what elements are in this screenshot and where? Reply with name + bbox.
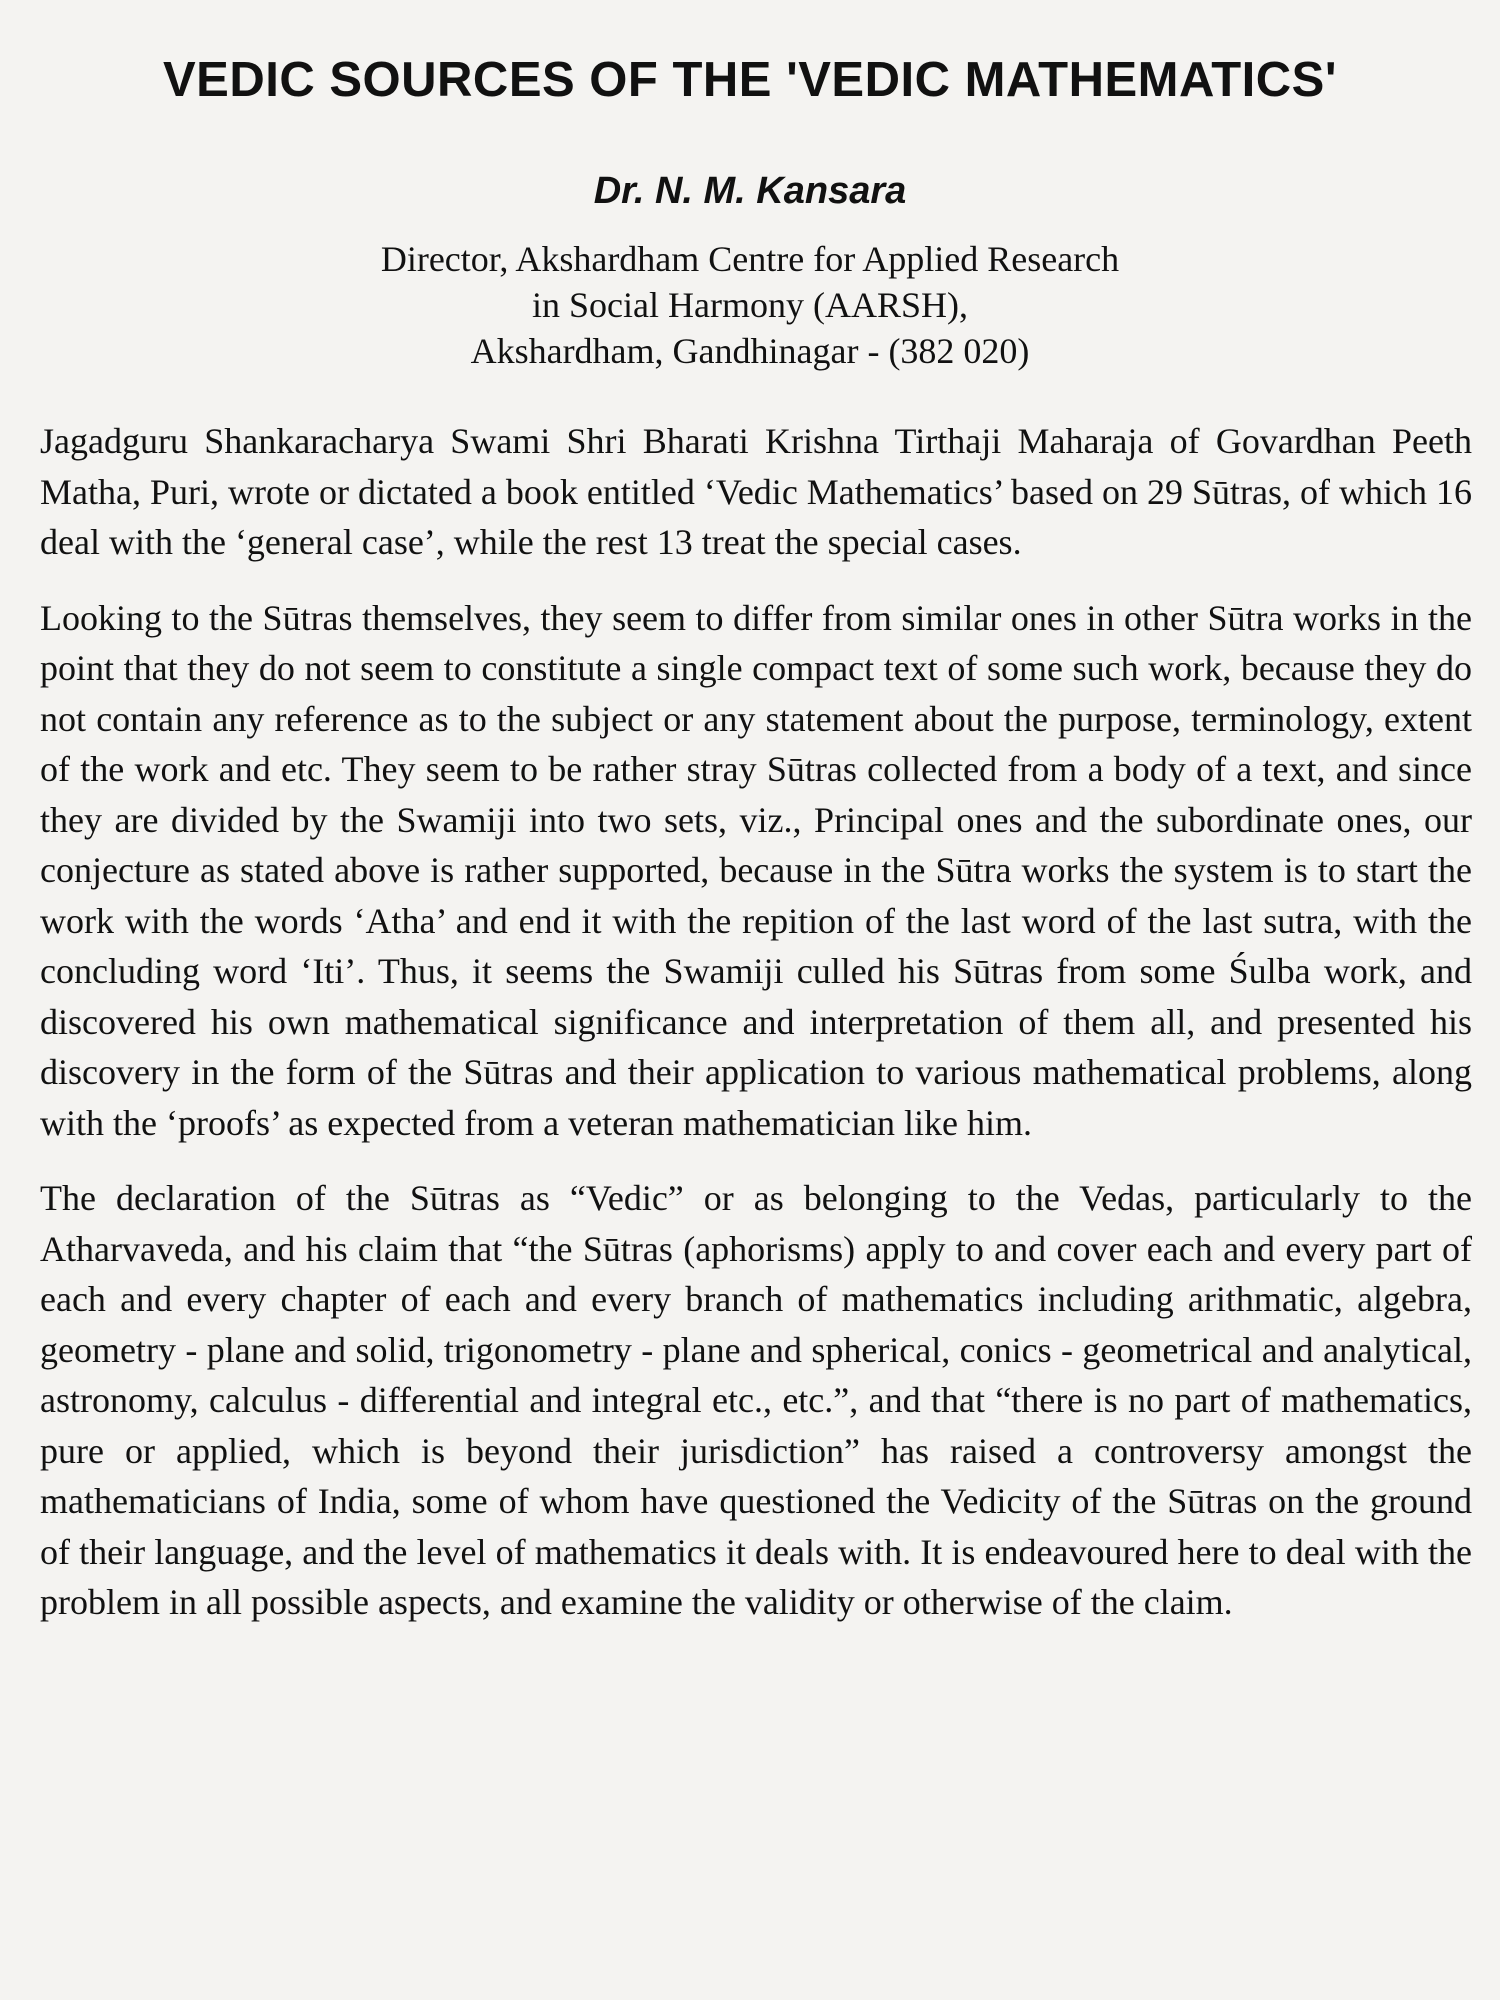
author-affiliation-line-1: Director, Akshardham Centre for Applied Research [380,239,1120,279]
paragraph-intro: Jagadguru Shankaracharya Swami Shri Bharati Krishna Tirthaji Maharaja of Govardhan Peeth Matha, Puri, wrote or dictated a book entitled ‘Vedic Mathematics’ based on 29 Sūtras, of which 16 deal with the ‘general case’, while the rest 13 treat the special cases. [40,421,1472,562]
author-affiliation-line-2: in Social Harmony (AARSH), [532,285,968,325]
article-body [40,416,1472,1628]
author-name: Dr. N. M. Kansara [593,170,907,212]
author-affiliation-line-3: Akshardham, Gandhinagar - (382 020) [470,331,1030,371]
paragraph-sutras: Looking to the Sūtras themselves, they seem to differ from similar ones in other Sūtra works in the point that they do not seem to constitute a single compact text of some such work, because they do not contain any reference as to the subject or any statement about the purpose, terminology, extent of the work and etc. They seem to be rather stray Sūtras collected from a body of a text, and since they are divided by the Swamiji into two sets, viz., Principal ones and the subordinate ones, our conjecture as stated above is rather supported, because in the Sūtra works the system is to start the work with the words ‘Atha’ and end it with the repition of the last word of the last sutra, with the concluding word ‘Iti’. Thus, it seems the Swamiji culled his Sūtras from some Śulba work, and discovered his own mathematical significance and interpretation of them all, and presented his discovery in the form of the Sūtras and their application to various mathematical problems, along with the ‘proofs’ as expected from a veteran mathematician like him. [40,597,1472,1143]
paragraph-declaration: The declaration of the Sūtras as “Vedic” or as belonging to the Vedas, particularly to the Atharvaveda, and his claim that “the Sūtras (aphorisms) apply to and cover each and every part of each and every chapter of each and every branch of mathematics including arithmatic, algebra, geometry - plane and solid, trigonometry - plane and spherical, conics - geometrical and analytical, astronomy, calculus - differential and integral etc., etc.”, and that “there is no part of mathematics, pure or applied, which is beyond their jurisdiction” has raised a controversy amongst the mathematicians of India, some of whom have questioned the Vedicity of the Sūtras on the ground of their language, and the level of mathematics it deals with. It is endeavoured here to deal with the problem in all possible aspects, and examine the validity or otherwise of the claim. [40,1178,1472,1622]
article-title: VEDIC SOURCES OF THE 'VEDIC MATHEMATICS' [163,53,1337,107]
